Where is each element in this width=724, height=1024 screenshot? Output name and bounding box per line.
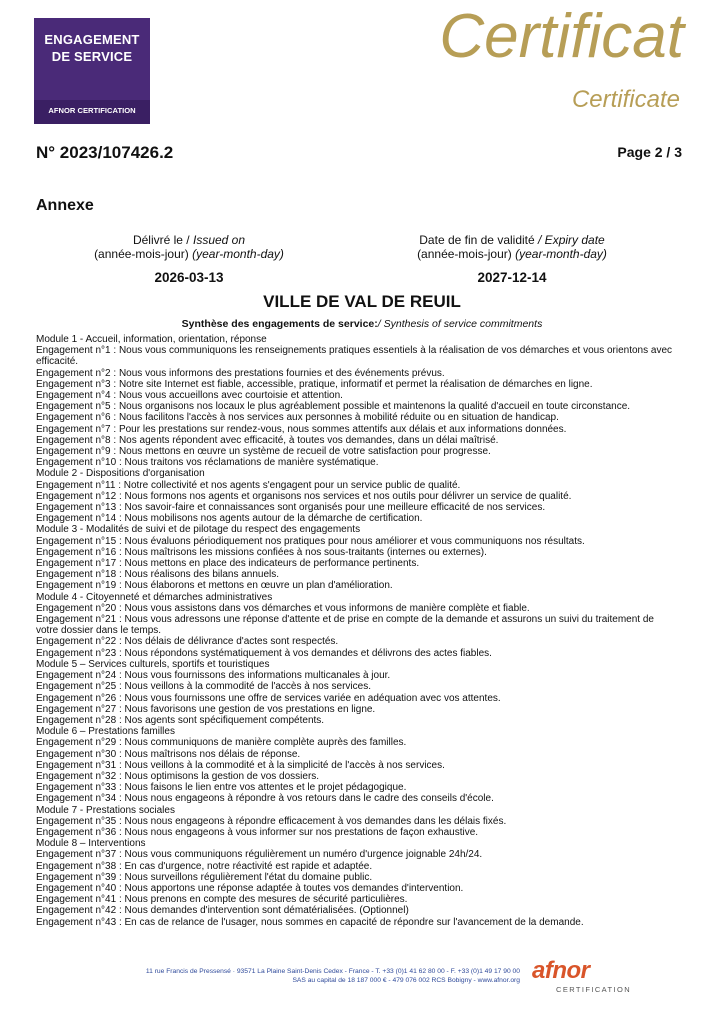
engagement-item: Engagement n°20 : Nous vous assistons dans vos démarches et vous informons de manière complète et fiable. [36,602,530,614]
issued-date-value: 2026-03-13 [154,270,224,285]
certificate-title: Certificat [439,2,684,71]
engagement-item: Engagement n°7 : Pour les prestations sur rendez-vous, nous sommes attentifs aux délais et aux informations données. [36,423,567,435]
footer-address [90,967,520,985]
engagement-item: Engagement n°17 : Nous mettons en place des indicateurs de performance pertinents. [36,558,420,570]
engagement-item: Engagement n°24 : Nous vous fournissons des informations multicanales à jour. [36,670,391,682]
engagement-item: Engagement n°1 : Nous vous communiquons les renseignements pratiques essentiels à la réalisation de vos démarches et vous orientons avec efficacité. [36,345,673,368]
logo-line-3: AFNOR CERTIFICATION [48,106,136,115]
module-heading: Module 2 - Dispositions d'organisation [36,468,205,480]
module-heading: Module 6 – Prestations familles [36,726,175,738]
engagement-item: Engagement n°38 : En cas d'urgence, notre réactivité est rapide et adaptée. [36,860,373,872]
engagement-item: Engagement n°37 : Nous vous communiquons régulièrement un numéro d'urgence joignable 24h/24. [36,849,483,861]
page-number: Page 2 / 3 [617,144,682,160]
engagement-item: Engagement n°18 : Nous réalisons des bilans annuels. [36,569,280,581]
engagement-item: Engagement n°36 : Nous nous engageons à vous informer sur nos prestations de façon exhaustive. [36,826,479,838]
engagement-item: Engagement n°26 : Nous vous fournissons une offre de services variée en adéquation avec vos attentes. [36,692,501,704]
expiry-label-fr: Date de fin de validité [419,233,539,247]
engagement-item: Engagement n°9 : Nous mettons en œuvre un système de recueil de votre satisfaction pour progresse. [36,446,491,458]
engagement-item: Engagement n°29 : Nous communiquons de manière complète auprès des familles. [36,737,407,749]
annexe-heading: Annexe [36,197,94,214]
synthesis-heading [0,318,724,330]
engagement-item: Engagement n°27 : Nous favorisons une gestion de vos prestations en ligne. [36,703,376,715]
engagement-item: Engagement n°25 : Nous veillons à la commodité de l'accès à nos services. [36,681,371,693]
issued-format-fr: (année-mois-jour) [94,247,193,261]
engagement-item: Engagement n°15 : Nous évaluons périodiquement nos pratiques pour nous améliorer et vous communiquons nos résultats. [36,535,585,547]
engagement-item: Engagement n°33 : Nous faisons le lien entre vos attentes et le projet pédagogique. [36,782,407,794]
expiry-label-en: / Expiry date [538,233,605,247]
engagement-item: Engagement n°16 : Nous maîtrisons les missions confiées à nos sous-traitants (internes ou externes). [36,546,487,558]
engagement-item: Engagement n°8 : Nos agents répondent avec efficacité, à toutes vos demandes, dans un délai maîtrisé. [36,434,499,446]
engagement-item: Engagement n°10 : Nous traitons vos réclamations de manière systématique. [36,457,379,469]
engagement-item: Engagement n°35 : Nous nous engageons à répondre efficacement à vos demandes dans les délais fixés. [36,815,507,827]
logo-band [34,100,150,124]
module-heading: Module 8 – Interventions [36,838,146,850]
engagement-item: Engagement n°11 : Notre collectivité et nos agents s'engagent pour un service public de qualité. [36,479,461,491]
engagement-item: Engagement n°19 : Nous élaborons et mettons en œuvre un plan d'amélioration. [36,580,393,592]
engagement-item: Engagement n°23 : Nous répondons systématiquement à vos demandes et délivrons des actes fiables. [36,647,492,659]
issued-format [49,247,329,261]
engagement-item: Engagement n°34 : Nous nous engageons à répondre à vos retours dans le cadre des conseils d'école. [36,793,494,805]
engagement-de-service-logo [34,18,150,124]
engagement-item: Engagement n°28 : Nos agents sont spécifiquement compétents. [36,714,325,726]
logo-line-1: ENGAGEMENT [44,32,140,47]
issued-label [49,233,329,247]
engagement-item: Engagement n°5 : Nous organisons nos locaux le plus agréablement possible et maintenons la qualité d'accueil en toute circonstance. [36,401,631,413]
expiry-label [372,233,652,247]
expiry-format-fr: (année-mois-jour) [417,247,516,261]
engagement-item: Engagement n°12 : Nous formons nos agents et organisons nos services et nos outils pour délivrer un service de qualité. [36,490,572,502]
engagement-item: Engagement n°41 : Nous prenons en compte des mesures de sécurité particulières. [36,894,408,906]
entity-name: VILLE DE VAL DE REUIL [263,292,461,311]
issued-label-fr: Délivré le / [132,233,193,247]
engagement-item: Engagement n°14 : Nous mobilisons nos agents autour de la démarche de certification. [36,513,423,525]
engagement-item: Engagement n°21 : Nous vous adressons une réponse d'attente et de prise en compte de la demande et assurons un suivi du traitement de votre dossier dans le temps. [36,614,654,637]
certificate-number: N° 2023/107426.2 [36,143,174,162]
expiry-date-block [372,233,652,285]
synthesis-label-en: / Synthesis of service commitments [377,318,543,330]
engagement-item: Engagement n°6 : Nous facilitons l'accès à nos services aux personnes à mobilité réduite ou en situation de handicap. [36,412,559,424]
module-heading: Module 1 - Accueil, information, orientation, réponse [36,334,267,345]
module-heading: Module 5 – Services culturels, sportifs et touristiques [36,658,270,670]
engagement-item: Engagement n°39 : Nous surveillons régulièrement l'état du domaine public. [36,871,373,883]
engagement-item: Engagement n°31 : Nous veillons à la commodité et à la simplicité de l'accès à nos services. [36,759,445,771]
afnor-logo [528,957,638,996]
module-heading: Module 4 - Citoyenneté et démarches administratives [36,591,273,603]
engagement-item: Engagement n°4 : Nous vous accueillons avec courtoisie et attention. [36,390,343,402]
engagement-item: Engagement n°30 : Nous maîtrisons nos délais de réponse. [36,748,301,760]
synthesis-label-fr: Synthèse des engagements de service: [181,318,378,330]
engagement-item: Engagement n°32 : Nous optimisons la gestion de vos dossiers. [36,770,320,782]
expiry-format [372,247,652,261]
engagement-item: Engagement n°2 : Nous vous informons des prestations fournies et des événements prévus. [36,367,445,379]
issued-date-block [49,233,329,285]
module-heading: Module 7 - Prestations sociales [36,804,175,816]
module-heading: Module 3 - Modalités de suivi et de pilotage du respect des engagements [36,524,361,536]
certificate-subtitle: Certificate [571,86,680,113]
expiry-date-value: 2027-12-14 [477,270,547,285]
engagements-list [36,334,676,928]
engagement-item: Engagement n°42 : Nous demandes d'intervention sont dématérialisées. (Optionnel) [36,905,409,917]
engagement-item: Engagement n°22 : Nos délais de délivrance d'actes sont respectés. [36,636,339,648]
engagement-item: Engagement n°40 : Nous apportons une réponse adaptée à toutes vos demandes d'intervention. [36,882,464,894]
issued-format-en: (year-month-day) [192,247,284,261]
logo-line-2: DE SERVICE [51,49,133,64]
footer-line-2: SAS au capital de 18 187 000 € - 479 076 002 RCS Bobigny - www.afnor.org [292,977,520,984]
engagement-item: Engagement n°13 : Nos savoir-faire et connaissances sont organisés pour une meilleure efficacité de nos services. [36,502,546,514]
afnor-wordmark: afnor [532,957,590,984]
afnor-certification-label: CERTIFICATION [556,985,632,994]
issued-label-en: Issued on [192,233,246,247]
engagement-item: Engagement n°43 : En cas de relance de l'usager, nous sommes en capacité de répondre sur l'avancement de la demande. [36,916,584,928]
engagement-item: Engagement n°3 : Notre site Internet est fiable, accessible, pratique, informatif et permet la réalisation de démarches en ligne. [36,378,593,390]
expiry-format-en: (year-month-day) [515,247,607,261]
footer-line-1: 11 rue Francis de Pressensé · 93571 La Plaine Saint-Denis Cedex - France - T. +33 (0)1 41 62 80 00 - F. +33 (0)1 49 17 90 00 [145,968,520,975]
